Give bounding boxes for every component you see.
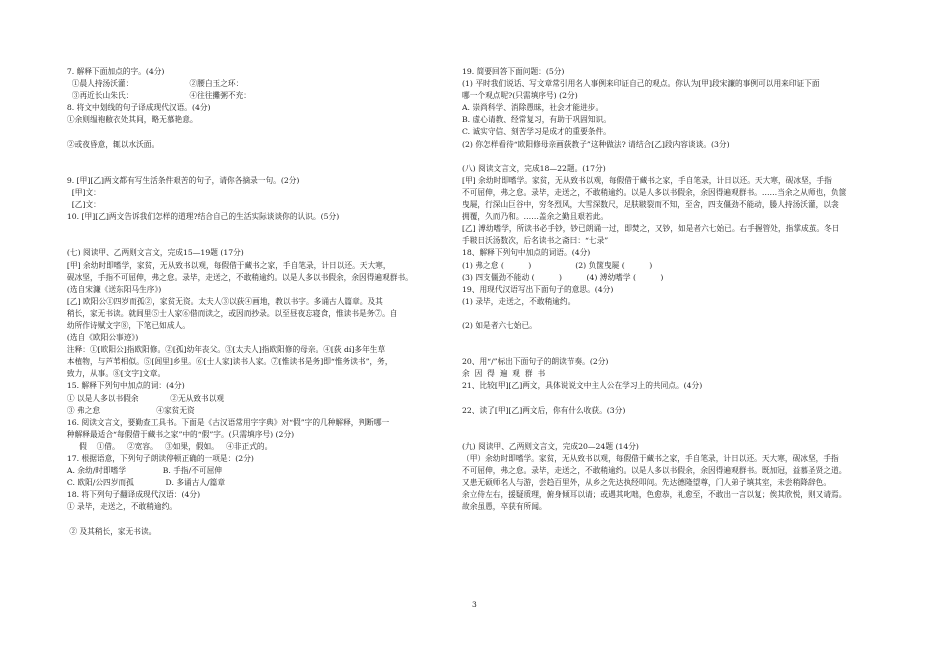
text-line: [甲]文： bbox=[62, 187, 101, 197]
text-line: 15. 解释下列句中加点的词：(4分) bbox=[62, 381, 185, 391]
page-number: 3 bbox=[472, 600, 477, 609]
text-line: 18. 将下列句子翻译成现代汉语：(4分) bbox=[62, 490, 201, 500]
text-line: (3) 四支僵劲不能动 ( ) (4) 溥幼嗜学 ( ) bbox=[462, 272, 664, 282]
text-line: (1) 录毕，走送之，不敢稍逾约。 bbox=[462, 296, 576, 306]
text-line: 故余虽愚，卒获有所闻。 bbox=[462, 502, 547, 512]
text-line: 17. 根据语意，下列句子朗读停顿正确的一项是：(2分) bbox=[62, 454, 254, 463]
text-line: 10. [甲][乙]两文告诉我们怎样的道理?结合自己的生活实际谈谈你的认识。(5分) bbox=[62, 212, 340, 222]
text-line: B. 虚心请教、经常复习，有助于巩固知识。 bbox=[462, 115, 611, 125]
text-line: 8. 将文中划线的句子译成现代汉语。(4分) bbox=[62, 103, 211, 113]
right-column bbox=[462, 66, 880, 513]
text-line: [乙] 溥幼嗜学，所读书必手钞，钞已朗诵一过，即焚之，又钞，如是者六七始已。右手握管处，指掌成茧。冬日 bbox=[462, 224, 840, 234]
text-line: (八) 阅读文言文，完成18—22题。(17分) bbox=[462, 163, 606, 173]
text-line: (七) 阅读甲、乙两则文言文，完成15—19题 (17分) bbox=[62, 248, 244, 258]
text-line: 本植物，与芦苇相似。⑤[闾里]乡里。⑥[士人家]读书人家。⑦[惟读书是务]即“惟务读书”，务， bbox=[62, 357, 393, 367]
text-line: 7. 解释下面加点的字。(4分) bbox=[62, 67, 165, 76]
text-line: 假 ①借。 ②宽容。 ③如果，假如。 ④非正式的。 bbox=[62, 441, 273, 451]
text-line: C. 诚实守信、刻苦学习是成才的重要条件。 bbox=[462, 127, 611, 137]
text-line: (2) 你怎样看待“欧阳修母亲画荻教子”这种做法? 请结合[乙]段内容谈谈。(3分) bbox=[462, 139, 730, 149]
blank-answer-space bbox=[62, 513, 474, 525]
text-line: 曳屣，行深山巨谷中，穷冬烈风，大雪深数尺，足肤皲裂而不知，至舍，四支僵劲不能动，媵人持汤沃灌，以衾 bbox=[462, 200, 839, 210]
blank-answer-space bbox=[62, 223, 474, 247]
text-line: 22、读了[甲][乙]两文后，你有什么收获。(3分) bbox=[462, 405, 626, 415]
text-line: C. 欧阳/公四岁而孤 D. 多诵古人/篇章 bbox=[62, 478, 226, 488]
text-line: (2) 如是者六七始已。 bbox=[462, 320, 537, 330]
blank-answer-space bbox=[462, 332, 880, 356]
blank-answer-space bbox=[462, 151, 880, 163]
text-line: [甲] 余幼时即嗜学，家贫，无从致书以观，每假借于藏书之家，手自笔录，计日以还。天大寒， bbox=[62, 260, 391, 270]
text-line: ② 及其稍长，家无书读。 bbox=[62, 526, 157, 536]
text-line: 致力，从事。⑧[文字]文章。 bbox=[62, 369, 166, 379]
blank-answer-space bbox=[462, 308, 880, 320]
blank-answer-space bbox=[62, 151, 474, 175]
text-line: A. 崇尚科学、消除愚昧，社会才能进步。 bbox=[462, 103, 604, 113]
text-line: （甲）余幼时即嗜学。家贫，无从致书以观，每假借于藏书之家，手自笔录，计日以还。天大寒，砚冰坚，手指 bbox=[462, 454, 839, 463]
text-line: 幼所作诗赋文字⑧，下笔已如成人。 bbox=[62, 320, 190, 330]
left-column bbox=[62, 66, 474, 538]
text-line: ②或夜昏意，辄以水沃面。 bbox=[62, 139, 160, 149]
text-line: (1) 弗之怠 ( ) (2) 负箧曳屣 ( ) bbox=[462, 260, 653, 270]
text-line: [乙]文： bbox=[62, 200, 101, 210]
text-line: 16. 阅读文言文，要勤查工具书。下面是《古汉语常用字字典》对“假”字的几种解释，判断哪一 bbox=[62, 417, 390, 427]
text-line: ③ 弗之怠 ④家贫无资 bbox=[62, 405, 195, 415]
text-line: (九) 阅读甲、乙两则文言文，完成20—24题 (14分) bbox=[462, 441, 639, 451]
text-line: 不可屈伸，弗之怠。录毕，走送之，不敢稍逾约。以是人多以书假余，余因得遍观群书。既加冠，益慕圣贤之道。 bbox=[462, 466, 847, 476]
text-line: [乙] 欧阳公①四岁而孤②，家贫无资。太夫人③以荻④画地，教以书字。多诵古人篇章。及其 bbox=[62, 296, 383, 306]
text-line: 18、解释下列句中加点的词语。(4分) bbox=[462, 248, 591, 258]
text-line: 种解释最适合“每假借于藏书之家”中的“假”字。(只需填序号) (2分) bbox=[62, 429, 295, 439]
text-line: 砚冰坚，手指不可屈伸，弗之怠。录毕，走送之，不敢稍逾约。以是人多以书假余，余因得遍观群书。 bbox=[62, 272, 413, 282]
text-line: 拥覆，久而乃和。……盖余之勤且艰若此。 bbox=[462, 212, 609, 222]
text-line: 21、比较[甲][乙]两文，具体说说文中主人公在学习上的共同点。(4分) bbox=[462, 381, 703, 391]
text-line: (1) 平时我们说话、写文章常引用名人事例来印证自己的观点。你认为[甲]段宋濂的事例可以用来印证下面 bbox=[462, 79, 820, 89]
text-line: ①晨人持汤沃灌： ②腰白玉之环： bbox=[62, 79, 244, 89]
text-line: 不可屈伸，弗之怠。录毕，走送之，不敢稍逾约。以是人多以书假余，余因得遍观群书。……当余之从师也，负箧 bbox=[462, 187, 847, 197]
text-line: (选自宋濂《送东阳马生序》) bbox=[62, 284, 162, 294]
text-line: ① 录毕，走送之，不敢稍逾约。 bbox=[62, 502, 177, 512]
text-line: 余 因 得 遍 观 群 书 bbox=[462, 369, 546, 379]
text-line: 20、用“/”标出下面句子的朗读节奏。(2分) bbox=[462, 357, 609, 367]
text-line: 19、用现代汉语写出下面句子的意思。(4分) bbox=[462, 284, 614, 294]
blank-answer-space bbox=[62, 126, 474, 138]
text-line: 哪一个观点呢?(只需填序号) (2分) bbox=[462, 91, 578, 101]
text-line: 9. [甲][乙]两文都有写生活条件艰苦的句子，请你各摘录一句。(2分) bbox=[62, 175, 300, 185]
text-line: [甲] 余幼时即嗜学。家贫，无从致书以观，每假借于藏书之家，手自笔录，计日以还。天大寒，砚冰坚，手指 bbox=[462, 175, 832, 185]
text-line: 注释：①[欧阳公]指欧阳修。②[孤]幼年丧父。③[太夫人]指欧阳修的母亲。④[荻 dí]多年生草 bbox=[62, 345, 386, 355]
text-line: ①余则缊袍敝衣处其间，略无慕艳意。 bbox=[62, 115, 198, 125]
text-line: 又患无硕师名人与游，尝趋百里外，从乡之先达执经叩问。先达德隆望尊，门人弟子填其室，未尝稍降辞色。 bbox=[462, 478, 832, 488]
text-line: ③再近长山朱氏： ④往往攤粥不充： bbox=[62, 91, 251, 101]
text-line: (选自《欧阳公事迹》) bbox=[62, 333, 139, 343]
text-line: A. 余幼/时即嗜学 B. 手指/不可屈伸 bbox=[62, 466, 222, 476]
text-line: 19. 简要回答下面问题：(5分) bbox=[462, 67, 565, 76]
text-line: 稍长，家无书读。就闾里⑤士人家⑥借而读之，或因而抄录。以至昼夜忘寝食，惟读书是务⑦。自 bbox=[62, 308, 398, 318]
text-line: 余立侍左右，援疑质理，俯身倾耳以请；或遇其叱咄，色愈恭，礼愈至，不敢出一言以复；俟其欣悦，则又请焉。 bbox=[462, 490, 847, 500]
text-line: ① 以是人多以书假余 ②无从致书以观 bbox=[62, 393, 225, 403]
blank-answer-space bbox=[462, 417, 880, 441]
blank-answer-space bbox=[462, 393, 880, 405]
text-line: 手皲日沃汤数次，后名读书之斋曰：“七录” bbox=[462, 236, 609, 246]
